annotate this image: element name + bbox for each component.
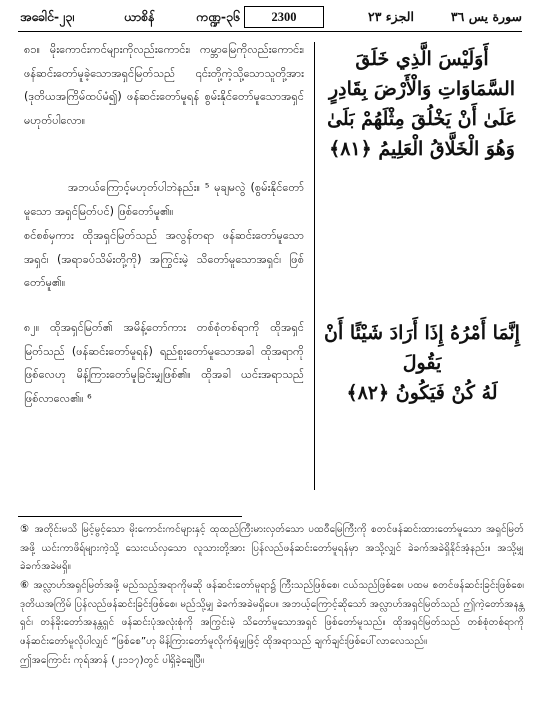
verse-82-translation: ၈၂။ ထိုအရှင်မြတ်၏ အမိန့်တော်ကား တစ်စုံတစ်ရာကို ထိုအရှင်မြတ်သည် (ဖန်ဆင်းတော်မူရန်) ရည်စူးတော်မူသောအခါ ထိုအရာကို ဖြစ်လေဟု မိန့်ကြားတော်မူခြင်းမျှဖြစ်၏။ ထိုအခါ ယင်းအရာသည် ဖြစ်လာလေ၏။ ⁶ [24,321,304,406]
sura-label-arabic: سورة يس ٣٦ [450,9,522,24]
footnote-divider [18,516,242,517]
arabic-verse-82: إِنَّمَا أَمْرُهُ إِذَا أَرَادَ شَيْئًا أَنْ يَقُولَ لَهُ كُنْ فَيَكُونُ ﴿٨٢﴾ [324,322,520,404]
juz-label-burmese: အခေါင်-၂၃၊ [20,9,75,24]
page-header [18,6,522,30]
sura-number-burmese: ကဏ္ဍ-၃၆ [196,9,241,24]
column-divider [314,42,315,490]
header-divider [18,31,522,32]
juz-label-arabic: الجزء ٢٣ [368,9,414,24]
arabic-verse-81: أَوَلَيْسَ الَّذِي خَلَقَ السَّمَاوَاتِ وَالْأَرْضَ بِقَادِرٍ عَلَىٰ أَنْ يَخْلُقَ مِثْلَهُمْ بَلَىٰ وَهُوَ الْخَلَّاقُ الْعَلِيمُ ﴿٨١﴾ [327,48,517,160]
verse-81-answer: အဘယ်ကြောင့်မဟုတ်ပါဘဲနည်း။ ⁵ မုချမလွဲ (စွမ်းနိုင်တော်မူသော အရှင်မြတ်ပင်) ဖြစ်တော်မူ၏။ [24,181,304,218]
page-number: 2300 [244,6,324,28]
verse-81-continuation: စင်စစ်မှကား ထိုအရှင်မြတ်သည် အလွန်တရာ ဖန်ဆင်းတော်မူသောအရှင်၊ (အရာခပ်သိမ်းတို့ကို) အကြွင်းမဲ့ သိတော်မူသောအရှင်၊ ဖြစ်တော်မူ၏။ [24,229,304,290]
footnote-5: ⑤ အတိုင်းမသိ မြင့်မွင့်သော မိုးကောင်းကင်များနှင့် ထုထည်ကြီးမားလှတ်သော ပထဝီမြေကြီးကို စတင်ဖန်ဆင်းထားတော်မူသော အရှင်မြတ်အဖို့ ယင်းကာဖိရ်များကဲ့သို့ သေးငယ်လှသော လူသားတို့အား ပြန်လည်ဖန်ဆင်းတော်မူရန်မှာ အသို့လျှင် ခဲခက်အခဲရှိနိုင်အံ့နည်း။ အသို့မျှ ခဲခက်အခဲမရှိ။ [20,524,524,573]
footnote-6: ⑥ အလ္လာဟ်အရှင်မြတ်အဖို့ မည်သည့်အရာကိုမဆို ဖန်ဆင်းတော်မူရာ၌ ကြီးသည်ဖြစ်စေ၊ ငယ်သည်ဖြစ်စေ၊ ပထမ စတင်ဖန်ဆင်းခြင်းဖြစ်စေ၊ ဒုတိယအကြိမ် ပြန်လည်ဖန်ဆင်းခြင်းဖြစ်စေ၊ မည်သို့မျှ ခဲခက်အခဲမရှိပေ။ အဘယ့်ကြောင့်ဆိုသော် အလ္လာဟ်အရှင်မြတ်သည် ဤကဲ့တော်အနန္တရှင်၊ တန်ခိုးတော်အနန္တရှင် ဖန်ဆင်းပုံအလုံးစုံကို အကြွင်းမဲ့ သိတော်မူသောအရှင် ဖြစ်တော်မူသည်။ ထိုအရှင်မြတ်သည် တစ်စုံတစ်ရာကို ဖန်ဆင်းတော်မူလိုပါလျှင် “ဖြစ်စေ”ဟု မိန့်ကြားတော်မူလိုက်ရုံမျှဖြင့် ထိုအရာသည် ချက်ချင်းဖြစ်ပေါ်လာလေသည်။ ဤအကြောင်း ကုရ်အာန် (၂း၁၁၇)တွင် ပါရှိခဲ့ချေပြီ။ [20,580,524,666]
verse-81-translation: ၈၁။ မိုးကောင်းကင်များကိုလည်းကောင်း၊ ကမ္ဘာမြေကိုလည်းကောင်း၊ ဖန်ဆင်းတော်မူခဲ့သောအရှင်မြတ်သည် ၎င်းတို့ကဲ့သို့သောသူတို့အား (ဒုတိယအကြိမ်ထပ်မံ၍) ဖန်ဆင်းတော်မူရန် စွမ်းနိုင်တော်မူသောအရှင် မဟုတ်ပါလော။ [24,43,304,128]
sura-name-burmese: ယာစိန် [124,9,155,24]
